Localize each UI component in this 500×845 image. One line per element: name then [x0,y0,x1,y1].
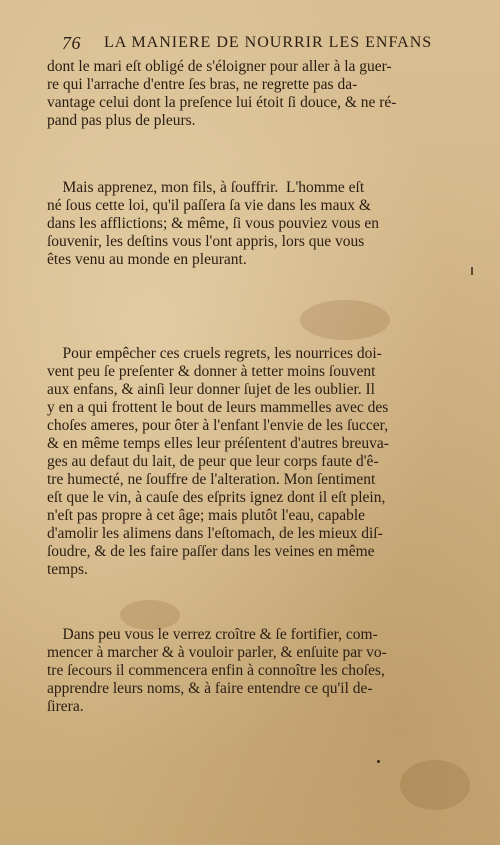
text-line: ges au defaut du lait, de peur que leur corps faute d'ê- [47,453,379,470]
page-header [62,33,462,55]
paragraph-3 [47,345,472,579]
paragraph-4 [47,626,472,716]
text-line: dans les afflictions; & même, ſi vous pouviez vous en [47,215,380,232]
text-line: d'amolir les alimens dans l'eſtomach, de les mieux diſ- [47,525,383,542]
text-line: Mais apprenez, mon fils, à ſouffrir. L'homme eſt [47,179,365,196]
print-mark [471,267,473,275]
text-line: ſirera. [47,698,84,715]
text-line: ſouvenir, les deſtins vous l'ont appris, lors que vous [47,233,365,250]
text-line: vent peu ſe preſenter & donner à tetter moins ſouvent [47,363,376,380]
text-line: apprendre leurs noms, & à faire entendre ce qu'il de- [47,680,373,697]
text-line: n'eſt pas propre à cet âge; mais plutôt l'eau, capable [47,507,366,524]
paragraph-2 [47,179,472,269]
text-line: vantage celui dont la preſence lui étoit ſi douce, & ne ré- [47,94,397,111]
paragraph-1 [47,58,472,130]
running-head: LA MANIERE DE NOURRIR LES ENFANS [104,34,433,51]
text-line: y en a qui frottent le bout de leurs mammelles avec des [47,399,389,416]
text-line: mencer à marcher & à vouloir parler, & enſuite par vo- [47,644,387,661]
text-line: tre ſecours il commencera enfin à connoître les choſes, [47,662,385,679]
text-line: né ſous cette loi, qu'il paſſera ſa vie dans les maux & [47,197,371,214]
text-line: eſt que le vin, à cauſe des eſprits ignez dont il eſt plein, [47,489,386,506]
text-line: dont le mari eſt obligé de s'éloigner pour aller à la guer- [47,58,392,75]
text-line: aux enfans, & ainſi leur donner ſujet de les oublier. Il [47,381,375,398]
ink-dot [377,760,380,763]
text-line: ſoudre, & de les faire paſſer dans les veines en même [47,543,375,560]
paper-stain [400,760,470,810]
text-line: Pour empêcher ces cruels regrets, les nourrices doi- [47,345,382,362]
text-line: & en même temps elles leur préſentent d'autres breuva- [47,435,389,452]
text-line: Dans peu vous le verrez croître & ſe fortifier, com- [47,626,378,643]
text-line: êtes venu au monde en pleurant. [47,251,247,268]
text-line: re qui l'arrache d'entre ſes bras, ne regrette pas da- [47,76,358,93]
text-line: pand pas plus de pleurs. [47,112,196,129]
page-number: 76 [62,33,81,53]
paper-stain [300,300,390,340]
text-line: tre humecté, ne ſouffre de l'alteration. Mon ſentiment [47,471,376,488]
text-line: temps. [47,561,88,578]
text-line: choſes ameres, pour ôter à l'enfant l'envie de les ſuccer, [47,417,389,434]
